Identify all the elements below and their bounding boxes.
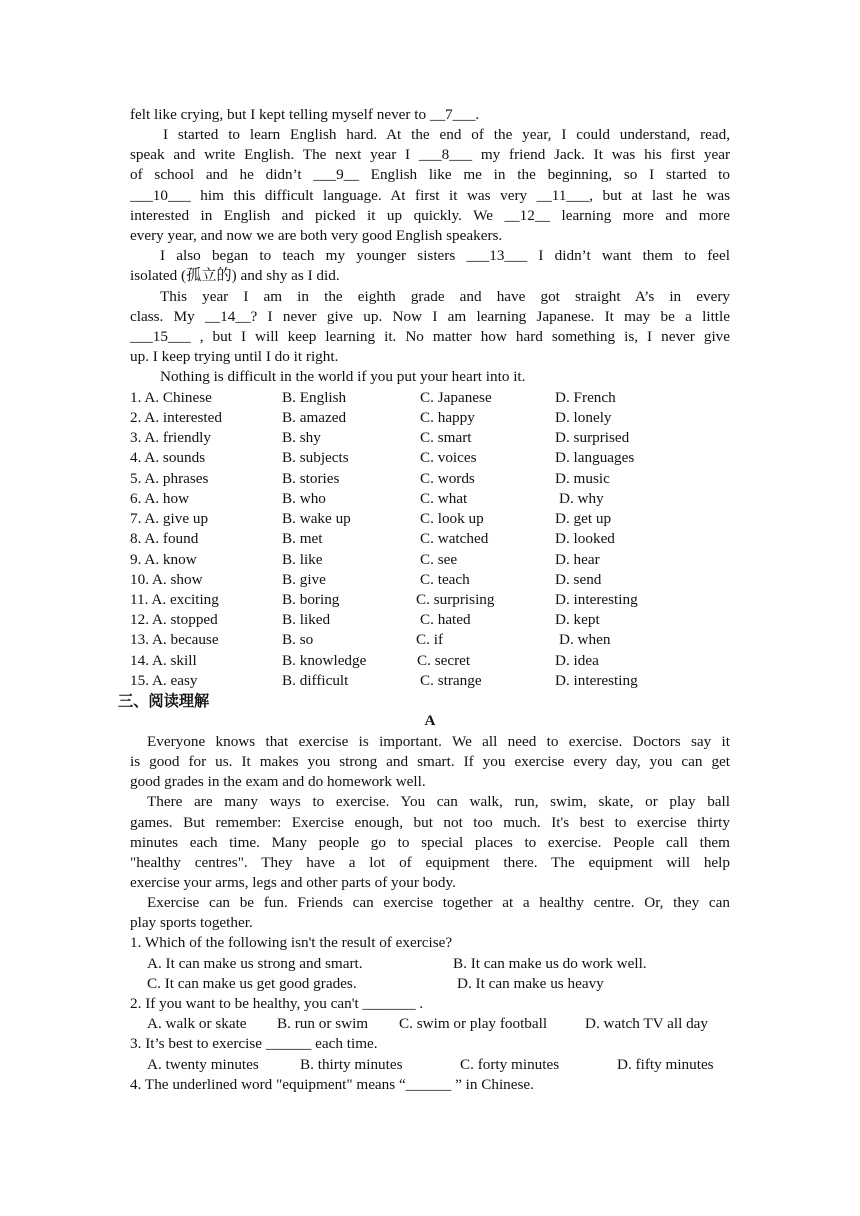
question-3-options [130, 1055, 730, 1075]
option-b: B. wake up [282, 510, 351, 527]
cloze-line: speak and write English. The next year I ___8___ my friend Jack. It was his first year [130, 146, 730, 163]
option-d: D. idea [555, 652, 599, 669]
option-d: D. lonely [555, 409, 612, 426]
cloze-line: I started to learn English hard. At the end of the year, I could understand, read, [163, 126, 730, 143]
question-2-options [130, 1014, 730, 1034]
option-a: A. It can make us strong and smart. [147, 955, 363, 972]
option-row [130, 509, 730, 529]
option-b: B. It can make us do work well. [453, 955, 647, 972]
option-c: C. surprising [416, 591, 495, 608]
option-c: C. teach [420, 571, 470, 588]
reading-line: Everyone knows that exercise is important. We all need to exercise. Doctors say it [147, 733, 730, 750]
option-row [130, 610, 730, 630]
option-row [130, 428, 730, 448]
option-b: B. liked [282, 611, 331, 628]
question-1-options [130, 954, 730, 974]
reading-line: There are many ways to exercise. You can walk, run, swim, skate, or play ball [147, 793, 730, 810]
option-d: D. It can make us heavy [457, 975, 604, 992]
option-b: B. stories [282, 470, 340, 487]
cloze-line: isolated (孤立的) and shy as I did. [130, 267, 340, 284]
option-b: B. thirty minutes [300, 1056, 403, 1073]
option-b: B. boring [282, 591, 340, 608]
option-d: D. looked [555, 530, 615, 547]
reading-line: exercise your arms, legs and other parts of your body. [130, 874, 456, 891]
reading-line: "healthy centres". They have a lot of equipment there. The equipment will help [130, 854, 730, 871]
option-a: 12. A. stopped [130, 611, 218, 628]
option-a: 11. A. exciting [130, 591, 219, 608]
option-b: B. subjects [282, 449, 349, 466]
option-a: 1. A. Chinese [130, 389, 212, 406]
reading-line: games. But remember: Exercise enough, but not too much. It's best to exercise thirty [130, 814, 730, 831]
option-row [130, 671, 730, 691]
cloze-line: felt like crying, but I kept telling myself never to __7___. [130, 106, 480, 123]
cloze-line: Nothing is difficult in the world if you put your heart into it. [160, 368, 526, 385]
option-row [130, 630, 730, 650]
question-3: 3. It’s best to exercise ______ each time. [130, 1035, 378, 1052]
option-a: 13. A. because [130, 631, 219, 648]
option-b: B. so [282, 631, 314, 648]
cloze-line: I also began to teach my younger sisters ___13___ I didn’t want them to feel [160, 247, 730, 264]
reading-line: play sports together. [130, 914, 253, 931]
cloze-line: This year I am in the eighth grade and have got straight A’s in every [160, 288, 730, 305]
option-a: 9. A. know [130, 551, 197, 568]
option-row [130, 448, 730, 468]
option-c: C. It can make us get good grades. [147, 975, 357, 992]
option-d: D. hear [555, 551, 600, 568]
option-b: B. shy [282, 429, 321, 446]
option-row [130, 570, 730, 590]
cloze-line: up. I keep trying until I do it right. [130, 348, 339, 365]
cloze-line: ___15___ , but I will keep learning it. No matter how hard something is, I never give [130, 328, 730, 345]
option-c: C. strange [420, 672, 482, 689]
reading-line: is good for us. It makes you strong and smart. If you exercise every day, you can get [130, 753, 730, 770]
cloze-line: of school and he didn’t ___9__ English like me in the beginning, so I started to [130, 166, 730, 183]
option-d: D. French [555, 389, 616, 406]
option-row [130, 388, 730, 408]
option-b: B. met [282, 530, 323, 547]
option-row [130, 550, 730, 570]
option-c: C. watched [420, 530, 489, 547]
option-a: 5. A. phrases [130, 470, 209, 487]
option-b: B. English [282, 389, 347, 406]
option-row [130, 590, 730, 610]
question-2: 2. If you want to be healthy, you can't _______ . [130, 995, 424, 1012]
option-c: C. what [420, 490, 468, 507]
option-d: D. send [555, 571, 602, 588]
cloze-line: every year, and now we are both very good English speakers. [130, 227, 503, 244]
option-c: C. forty minutes [460, 1056, 560, 1073]
reading-line: minutes each time. Many people go to special places to exercise. People call them [130, 834, 730, 851]
option-c: C. swim or play football [399, 1015, 548, 1032]
option-b: B. give [282, 571, 326, 588]
option-a: 4. A. sounds [130, 449, 206, 466]
option-c: C. if [416, 631, 444, 648]
option-a: 10. A. show [130, 571, 203, 588]
option-b: B. amazed [282, 409, 347, 426]
option-a: 7. A. give up [130, 510, 209, 527]
option-d: D. watch TV all day [585, 1015, 709, 1032]
option-d: D. interesting [555, 591, 638, 608]
option-c: C. happy [420, 409, 475, 426]
option-row [130, 469, 730, 489]
option-c: C. Japanese [420, 389, 492, 406]
option-c: C. hated [420, 611, 471, 628]
option-d: D. interesting [555, 672, 638, 689]
option-d: D. languages [555, 449, 635, 466]
option-d: D. get up [555, 510, 612, 527]
passage-title: A [424, 712, 436, 729]
reading-line: Exercise can be fun. Friends can exercise together at a healthy centre. Or, they can [147, 894, 730, 911]
option-c: C. look up [420, 510, 484, 527]
option-row [130, 408, 730, 428]
option-c: C. voices [420, 449, 477, 466]
option-a: A. twenty minutes [147, 1056, 259, 1073]
reading-line: good grades in the exam and do homework well. [130, 773, 426, 790]
option-d: D. music [555, 470, 610, 487]
section-heading: 三、阅读理解 [118, 692, 210, 710]
cloze-line: class. My __14__? I never give up. Now I am learning Japanese. It may be a little [130, 308, 730, 325]
question-4: 4. The underlined word "equipment" means “______ ” in Chinese. [130, 1076, 534, 1093]
option-a: 15. A. easy [130, 672, 198, 689]
option-c: C. secret [417, 652, 471, 669]
option-a: A. walk or skate [147, 1015, 247, 1032]
option-a: 6. A. how [130, 490, 190, 507]
cloze-line: ___10___ him this difficult language. At first it was very __11___, but at last he was [130, 187, 730, 204]
option-a: 8. A. found [130, 530, 199, 547]
option-a: 3. A. friendly [130, 429, 211, 446]
option-a: 2. A. interested [130, 409, 222, 426]
option-row [130, 529, 730, 549]
option-b: B. like [282, 551, 323, 568]
option-row [130, 651, 730, 671]
option-c: C. smart [420, 429, 472, 446]
option-b: B. run or swim [277, 1015, 369, 1032]
option-d: D. surprised [555, 429, 630, 446]
option-b: B. knowledge [282, 652, 367, 669]
question-1: 1. Which of the following isn't the result of exercise? [130, 934, 453, 951]
option-b: B. who [282, 490, 326, 507]
option-a: 14. A. skill [130, 652, 197, 669]
option-d: D. why [559, 490, 604, 507]
option-d: D. when [559, 631, 611, 648]
option-c: C. words [420, 470, 475, 487]
option-b: B. difficult [282, 672, 349, 689]
option-d: D. kept [555, 611, 600, 628]
cloze-line: interested in English and picked it up quickly. We __12__ learning more and more [130, 207, 730, 224]
option-d: D. fifty minutes [617, 1056, 714, 1073]
option-row [130, 489, 730, 509]
question-1-options [130, 974, 730, 994]
option-c: C. see [420, 551, 458, 568]
